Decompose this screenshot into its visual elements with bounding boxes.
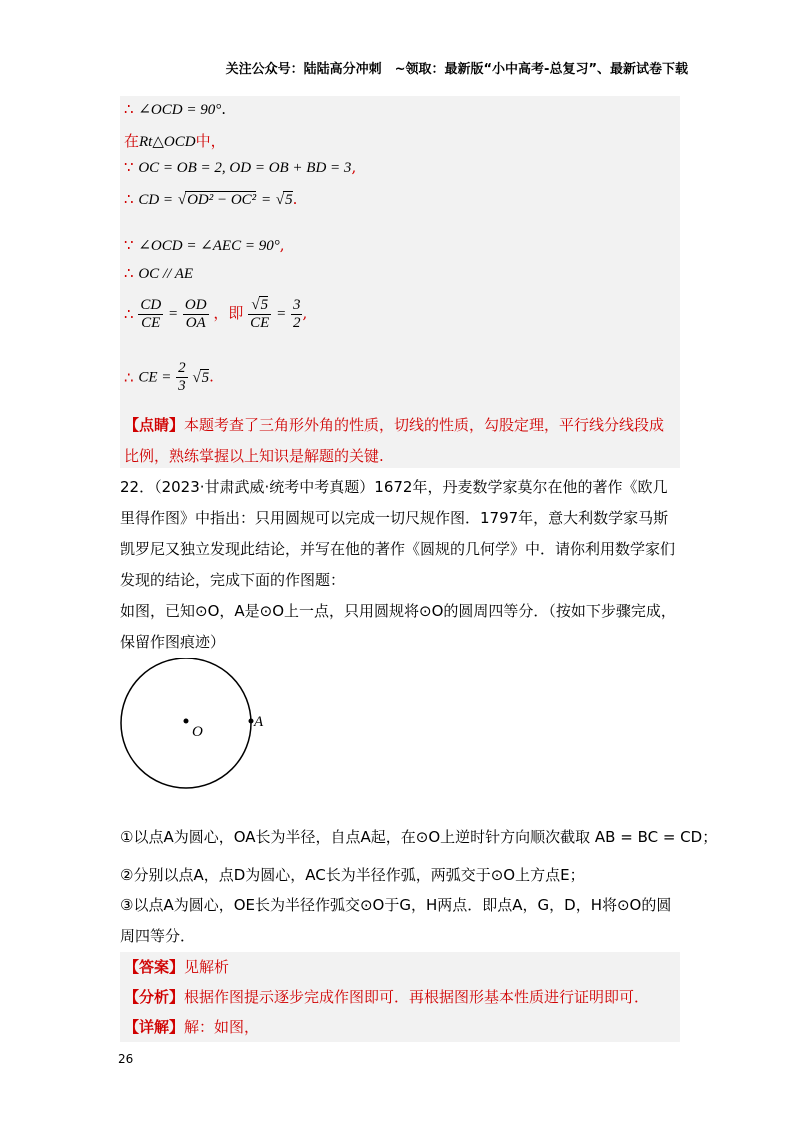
solution-line-1: ∴ ∠OCD = 90°.	[124, 100, 226, 118]
step-2: ②分别以点A，点D为圆心，AC长为半径作弧，两弧交于⊙O上方点E；	[120, 866, 585, 884]
solution-line-6: ∴ OC // AE	[124, 264, 194, 282]
comment-paragraph: 【点睛】本题考查了三角形外角的性质，切线的性质，勾股定理，平行线分线段成比例，熟练掌握以上知识是解题的关键.	[124, 416, 665, 465]
circle-figure	[115, 658, 275, 798]
center-point	[184, 719, 189, 724]
solution-line-3: ∵ OC = OB = 2, OD = OB + BD = 3,	[124, 158, 357, 176]
solution-line-8: ∴ CE = $\frac{2}{3}$ √5.	[124, 360, 214, 394]
solution-line-5: ∵ ∠OCD = ∠AEC = 90°,	[124, 236, 285, 254]
point-a	[249, 719, 254, 724]
problem-statement: 22．（2023·甘肃武威·统考中考真题）1672年，丹麦数学家莫尔在他的著作《欧几里得作图》中指出：只用圆规可以完成一切尺规作图．1797年，意大利数学家马斯凯罗尼又独立发现此结论，并写在他的著作《圆规的几何学》中．请你利用数学家们发现的结论，完成下面的作图题：	[120, 478, 676, 589]
detail-line: 【详解】解：如图，	[124, 1018, 260, 1036]
solution-line-4: ∴ CD = √OD² − OC² = √5.	[124, 190, 298, 208]
solution-line-2: 在Rt△OCD中，	[124, 132, 226, 150]
solution-line-7: ∴ $\frac{CD}{CE}$ = $\frac{OD}{OA}$ ，即 $\frac{√5}{CE}$ = $\frac{3}{2}$ ,	[124, 296, 308, 331]
step-1: ①以点A为圆心，OA长为半径，自点A起，在⊙O上逆时针方向顺次截取 AB = BC = CD；	[120, 828, 718, 846]
step-3: ③以点A为圆心，OE长为半径作弧交⊙O于G，H两点．即点A，G，D，H将⊙O的圆周四等分．	[120, 896, 672, 945]
label-o: O	[192, 724, 203, 740]
page-header: 关注公众号：陆陆高分冲刺 ~领取：最新版“小中高考-总复习”、最新试卷下载	[225, 62, 688, 77]
answer-line: 【答案】见解析	[124, 958, 230, 976]
page-number: 26	[118, 1052, 134, 1066]
label-a: A	[254, 714, 264, 730]
problem-instruction: 如图，已知⊙O，A是⊙O上一点，只用圆规将⊙O的圆周四等分．（按如下步骤完成，保留作图痕迹）	[120, 602, 676, 651]
analysis-line: 【分析】根据作图提示逐步完成作图即可．再根据图形基本性质进行证明即可．	[124, 988, 650, 1006]
